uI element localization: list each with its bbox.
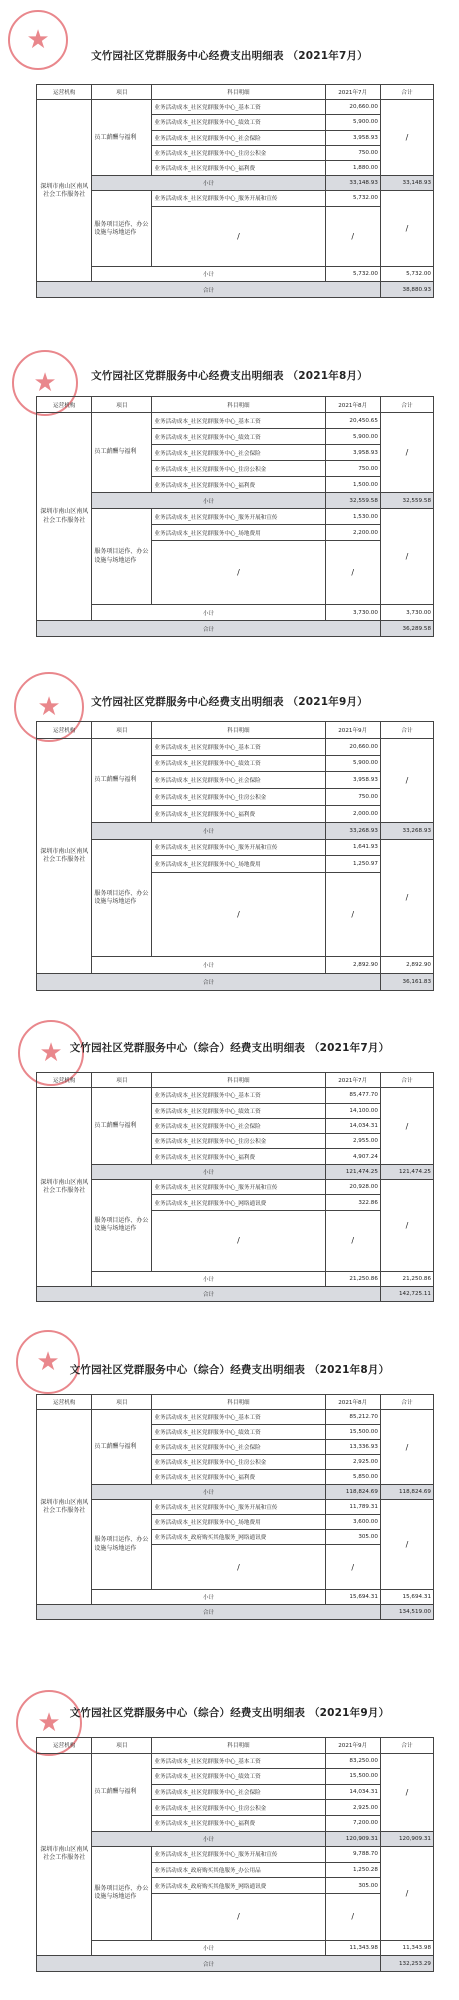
amount-cell: 85,212.70 xyxy=(325,1410,380,1425)
detail-cell: 业务活动成本_社区党群服务中心_福利费 xyxy=(152,1149,325,1164)
org-cell: 深圳市南山区南风社会工作服务社 xyxy=(37,1753,92,1956)
detail-cell: 业务活动成本_社区党群服务中心_社会保险 xyxy=(152,130,325,145)
detail-cell: 业务活动成本_社区党群服务中心_服务开展和宣传 xyxy=(152,509,325,525)
star-icon: ★ xyxy=(37,1708,61,1738)
subtotal-label: 小计 xyxy=(92,1831,325,1847)
header-item: 项目 xyxy=(92,85,152,100)
detail-cell: 业务活动成本_社区党群服务中心_服务开展和宣传 xyxy=(152,191,325,206)
detail-cell: 业务活动成本_社区党群服务中心_住房公积金 xyxy=(152,1800,325,1816)
category-cell: 服务项目运作、办公设施与场地运作 xyxy=(92,1500,152,1590)
star-icon: ★ xyxy=(39,1038,63,1068)
grand-total-row xyxy=(37,973,434,990)
empty-total-cell: / xyxy=(380,738,433,822)
empty-total-cell: / xyxy=(380,1180,433,1272)
detail-cell: 业务活动成本_社区党群服务中心_绩效工资 xyxy=(152,1103,325,1118)
subtotal-row xyxy=(37,493,434,509)
subtotal-label: 小计 xyxy=(92,176,325,191)
table-row xyxy=(37,413,434,429)
subtotal-amount: 2,892.90 xyxy=(325,957,380,974)
header-item: 项目 xyxy=(92,1073,152,1088)
amount-cell: 15,500.00 xyxy=(325,1425,380,1440)
table-title: 文竹园社区党群服务中心（综合）经费支出明细表 （2021年8月） xyxy=(69,1364,390,1376)
category-cell: 服务项目运作、办公设施与场地运作 xyxy=(92,191,152,267)
amount-cell: 9,788.70 xyxy=(325,1847,380,1863)
detail-cell: 业务活动成本_社区党群服务中心_服务开展和宣传 xyxy=(152,839,325,856)
empty-amount-cell: / xyxy=(325,873,380,957)
header-month: 2021年7月 xyxy=(325,1073,380,1088)
org-cell: 深圳市南山区南风社会工作服务社 xyxy=(37,1088,92,1287)
detail-cell: 业务活动成本_社区党群服务中心_社会保险 xyxy=(152,772,325,789)
amount-cell: 1,641.93 xyxy=(325,839,380,856)
expense-table xyxy=(36,721,434,991)
subtotal-amount: 120,909.31 xyxy=(325,1831,380,1847)
header-org: 运营机构 xyxy=(37,397,92,413)
table-title: 文竹园社区党群服务中心经费支出明细表 （2021年8月） xyxy=(91,370,368,382)
header-item: 项目 xyxy=(92,722,152,739)
detail-cell: 业务活动成本_社区党群服务中心_场地费用 xyxy=(152,525,325,541)
subtotal-row xyxy=(37,1485,434,1500)
subtotal-amount: 11,343.98 xyxy=(325,1940,380,1956)
amount-cell: 5,850.00 xyxy=(325,1470,380,1485)
amount-cell: 750.00 xyxy=(325,789,380,806)
amount-cell: 750.00 xyxy=(325,145,380,160)
star-icon: ★ xyxy=(36,1347,60,1377)
empty-total-cell: / xyxy=(380,1500,433,1590)
header-detail: 科目明细 xyxy=(152,1073,325,1088)
grand-total-amount: 36,161.83 xyxy=(380,973,433,990)
subtotal-total: 11,343.98 xyxy=(380,1940,433,1956)
header-total: 合计 xyxy=(380,1073,433,1088)
detail-cell: 业务活动成本_社区党群服务中心_基本工资 xyxy=(152,1753,325,1769)
table-row xyxy=(37,839,434,856)
empty-total-cell: / xyxy=(380,1410,433,1485)
empty-total-cell: / xyxy=(380,1088,433,1164)
amount-cell: 322.86 xyxy=(325,1195,380,1210)
detail-cell: 业务活动成本_政府购买其他服务_网络通讯费 xyxy=(152,1530,325,1545)
subtotal-amount: 121,474.25 xyxy=(325,1164,380,1179)
subtotal-amount: 15,694.31 xyxy=(325,1590,380,1605)
subtotal-row xyxy=(37,1831,434,1847)
detail-cell: 业务活动成本_社区党群服务中心_绩效工资 xyxy=(152,755,325,772)
expense-table xyxy=(36,1737,434,1972)
star-icon: ★ xyxy=(37,692,61,722)
table-title: 文竹园社区党群服务中心（综合）经费支出明细表 （2021年9月） xyxy=(69,1707,390,1719)
table-row xyxy=(37,1180,434,1195)
subtotal-amount: 118,824.69 xyxy=(325,1485,380,1500)
expense-table xyxy=(36,84,434,298)
detail-cell: 业务活动成本_社区党群服务中心_住房公积金 xyxy=(152,1134,325,1149)
header-total: 合计 xyxy=(380,1738,433,1754)
subtotal-amount: 21,250.86 xyxy=(325,1271,380,1286)
amount-cell: 305.00 xyxy=(325,1530,380,1545)
grand-total-amount: 36,289.58 xyxy=(380,621,433,637)
subtotal-label: 小计 xyxy=(92,957,325,974)
detail-cell: 业务活动成本_社区党群服务中心_住房公积金 xyxy=(152,461,325,477)
detail-cell: 业务活动成本_社区党群服务中心_绩效工资 xyxy=(152,429,325,445)
grand-total-amount: 134,519.00 xyxy=(380,1605,433,1620)
amount-cell: 20,450.65 xyxy=(325,413,380,429)
table-row xyxy=(37,509,434,525)
expense-table xyxy=(36,1394,434,1620)
amount-cell: 2,200.00 xyxy=(325,525,380,541)
detail-cell: 业务活动成本_社区党群服务中心_社会保险 xyxy=(152,1440,325,1455)
detail-cell: 业务活动成本_社区党群服务中心_场地费用 xyxy=(152,1515,325,1530)
table-row xyxy=(37,100,434,115)
empty-amount-cell: / xyxy=(325,206,380,267)
amount-cell: 14,034.31 xyxy=(325,1784,380,1800)
category-cell: 服务项目运作、办公设施与场地运作 xyxy=(92,509,152,605)
grand-total-label: 合计 xyxy=(37,1287,381,1302)
header-month: 2021年7月 xyxy=(325,85,380,100)
grand-total-row xyxy=(37,282,434,297)
header-detail: 科目明细 xyxy=(152,85,325,100)
grand-total-row xyxy=(37,621,434,637)
empty-total-cell: / xyxy=(380,1847,433,1941)
category-cell: 服务项目运作、办公设施与场地运作 xyxy=(92,1180,152,1272)
detail-cell: 业务活动成本_社区党群服务中心_基本工资 xyxy=(152,738,325,755)
detail-cell: 业务活动成本_社区党群服务中心_福利费 xyxy=(152,1815,325,1831)
empty-total-cell: / xyxy=(380,1753,433,1831)
empty-total-cell: / xyxy=(380,413,433,493)
table-row xyxy=(37,1847,434,1863)
header-total: 合计 xyxy=(380,1395,433,1410)
grand-total-label: 合计 xyxy=(37,973,381,990)
amount-cell: 2,925.00 xyxy=(325,1800,380,1816)
grand-total-row xyxy=(37,1956,434,1972)
subtotal-amount: 3,730.00 xyxy=(325,605,380,621)
header-row xyxy=(37,1073,434,1088)
amount-cell: 2,925.00 xyxy=(325,1455,380,1470)
grand-total-label: 合计 xyxy=(37,1956,381,1972)
category-cell: 员工薪酬与福利 xyxy=(92,413,152,493)
empty-total-cell: / xyxy=(380,509,433,605)
empty-total-cell: / xyxy=(380,839,433,957)
detail-cell: 业务活动成本_社区党群服务中心_基本工资 xyxy=(152,100,325,115)
empty-amount-cell: / xyxy=(325,541,380,605)
header-total: 合计 xyxy=(380,722,433,739)
subtotal-total: 33,148.93 xyxy=(380,176,433,191)
detail-cell: 业务活动成本_社区党群服务中心_绩效工资 xyxy=(152,1425,325,1440)
header-row xyxy=(37,1738,434,1754)
subtotal-amount: 33,268.93 xyxy=(325,822,380,839)
subtotal-row xyxy=(37,1164,434,1179)
category-cell: 服务项目运作、办公设施与场地运作 xyxy=(92,839,152,957)
table-row xyxy=(37,191,434,206)
header-row xyxy=(37,85,434,100)
subtotal-total: 3,730.00 xyxy=(380,605,433,621)
amount-cell: 14,100.00 xyxy=(325,1103,380,1118)
star-icon: ★ xyxy=(26,25,50,55)
header-org: 运营机构 xyxy=(37,1738,92,1754)
detail-cell: 业务活动成本_社区党群服务中心_绩效工资 xyxy=(152,115,325,130)
amount-cell: 20,928.00 xyxy=(325,1180,380,1195)
empty-detail-cell: / xyxy=(152,1210,325,1271)
empty-detail-cell: / xyxy=(152,1545,325,1590)
subtotal-amount: 32,559.58 xyxy=(325,493,380,509)
detail-cell: 业务活动成本_社区党群服务中心_福利费 xyxy=(152,1470,325,1485)
empty-amount-cell: / xyxy=(325,1893,380,1940)
amount-cell: 2,000.00 xyxy=(325,805,380,822)
detail-cell: 业务活动成本_社区党群服务中心_社会保险 xyxy=(152,445,325,461)
amount-cell: 13,336.93 xyxy=(325,1440,380,1455)
amount-cell: 15,500.00 xyxy=(325,1769,380,1785)
grand-total-label: 合计 xyxy=(37,621,381,637)
subtotal-label: 小计 xyxy=(92,605,325,621)
grand-total-row xyxy=(37,1605,434,1620)
detail-cell: 业务活动成本_社区党群服务中心_福利费 xyxy=(152,477,325,493)
detail-cell: 业务活动成本_政府购买其他服务_办公用品 xyxy=(152,1862,325,1878)
table-row xyxy=(37,1753,434,1769)
amount-cell: 1,250.97 xyxy=(325,856,380,873)
amount-cell: 14,034.31 xyxy=(325,1118,380,1133)
expense-table xyxy=(36,396,434,637)
header-month: 2021年8月 xyxy=(325,1395,380,1410)
table-title: 文竹园社区党群服务中心经费支出明细表 （2021年9月） xyxy=(91,696,368,708)
detail-cell: 业务活动成本_社区党群服务中心_住房公积金 xyxy=(152,1455,325,1470)
expense-table xyxy=(36,1072,434,1302)
table-title: 文竹园社区党群服务中心（综合）经费支出明细表 （2021年7月） xyxy=(69,1042,390,1054)
subtotal-total: 121,474.25 xyxy=(380,1164,433,1179)
detail-cell: 业务活动成本_政府购买其他服务_网络通讯费 xyxy=(152,1878,325,1894)
category-cell: 员工薪酬与福利 xyxy=(92,1753,152,1831)
header-row xyxy=(37,397,434,413)
table-row xyxy=(37,1088,434,1103)
subtotal-label: 小计 xyxy=(92,1164,325,1179)
detail-cell: 业务活动成本_社区党群服务中心_社会保险 xyxy=(152,1784,325,1800)
empty-total-cell: / xyxy=(380,191,433,267)
empty-detail-cell: / xyxy=(152,873,325,957)
header-org: 运营机构 xyxy=(37,722,92,739)
amount-cell: 4,907.24 xyxy=(325,1149,380,1164)
empty-detail-cell: / xyxy=(152,541,325,605)
subtotal-total: 120,909.31 xyxy=(380,1831,433,1847)
amount-cell: 3,958.93 xyxy=(325,445,380,461)
amount-cell: 83,250.00 xyxy=(325,1753,380,1769)
subtotal-row xyxy=(37,1271,434,1286)
star-icon: ★ xyxy=(33,368,57,398)
subtotal-label: 小计 xyxy=(92,267,325,282)
subtotal-row xyxy=(37,176,434,191)
grand-total-amount: 38,880.93 xyxy=(380,282,433,297)
subtotal-label: 小计 xyxy=(92,1940,325,1956)
org-cell: 深圳市南山区南风社会工作服务社 xyxy=(37,100,92,282)
subtotal-label: 小计 xyxy=(92,1485,325,1500)
header-row xyxy=(37,1395,434,1410)
amount-cell: 20,660.00 xyxy=(325,738,380,755)
grand-total-row xyxy=(37,1287,434,1302)
amount-cell: 5,900.00 xyxy=(325,755,380,772)
detail-cell: 业务活动成本_社区党群服务中心_福利费 xyxy=(152,160,325,175)
org-cell: 深圳市南山区南风社会工作服务社 xyxy=(37,738,92,973)
detail-cell: 业务活动成本_社区党群服务中心_社会保险 xyxy=(152,1118,325,1133)
amount-cell: 5,732.00 xyxy=(325,191,380,206)
subtotal-label: 小计 xyxy=(92,1271,325,1286)
detail-cell: 业务活动成本_社区党群服务中心_住房公积金 xyxy=(152,145,325,160)
header-item: 项目 xyxy=(92,1395,152,1410)
subtotal-label: 小计 xyxy=(92,822,325,839)
grand-total-label: 合计 xyxy=(37,282,381,297)
header-org: 运营机构 xyxy=(37,1395,92,1410)
grand-total-label: 合计 xyxy=(37,1605,381,1620)
detail-cell: 业务活动成本_社区党群服务中心_服务开展和宣传 xyxy=(152,1847,325,1863)
amount-cell: 20,660.00 xyxy=(325,100,380,115)
amount-cell: 3,958.93 xyxy=(325,130,380,145)
amount-cell: 1,500.00 xyxy=(325,477,380,493)
table-row xyxy=(37,1410,434,1425)
header-detail: 科目明细 xyxy=(152,722,325,739)
empty-detail-cell: / xyxy=(152,206,325,267)
amount-cell: 2,955.00 xyxy=(325,1134,380,1149)
empty-amount-cell: / xyxy=(325,1210,380,1271)
amount-cell: 5,900.00 xyxy=(325,429,380,445)
subtotal-total: 2,892.90 xyxy=(380,957,433,974)
detail-cell: 业务活动成本_社区党群服务中心_网络通讯费 xyxy=(152,1195,325,1210)
empty-detail-cell: / xyxy=(152,1893,325,1940)
detail-cell: 业务活动成本_社区党群服务中心_福利费 xyxy=(152,805,325,822)
amount-cell: 11,789.31 xyxy=(325,1500,380,1515)
category-cell: 员工薪酬与福利 xyxy=(92,1410,152,1485)
subtotal-total: 118,824.69 xyxy=(380,1485,433,1500)
amount-cell: 1,250.28 xyxy=(325,1862,380,1878)
category-cell: 员工薪酬与福利 xyxy=(92,100,152,176)
amount-cell: 85,477.70 xyxy=(325,1088,380,1103)
subtotal-row xyxy=(37,1590,434,1605)
org-cell: 深圳市南山区南风社会工作服务社 xyxy=(37,413,92,621)
category-cell: 服务项目运作、办公设施与场地运作 xyxy=(92,1847,152,1941)
detail-cell: 业务活动成本_社区党群服务中心_场地费用 xyxy=(152,856,325,873)
subtotal-total: 33,268.93 xyxy=(380,822,433,839)
subtotal-total: 15,694.31 xyxy=(380,1590,433,1605)
table-title: 文竹园社区党群服务中心经费支出明细表 （2021年7月） xyxy=(91,50,368,62)
amount-cell: 3,600.00 xyxy=(325,1515,380,1530)
category-cell: 员工薪酬与福利 xyxy=(92,1088,152,1164)
subtotal-label: 小计 xyxy=(92,1590,325,1605)
header-total: 合计 xyxy=(380,397,433,413)
empty-total-cell: / xyxy=(380,100,433,176)
detail-cell: 业务活动成本_社区党群服务中心_绩效工资 xyxy=(152,1769,325,1785)
subtotal-total: 5,732.00 xyxy=(380,267,433,282)
detail-cell: 业务活动成本_社区党群服务中心_基本工资 xyxy=(152,1410,325,1425)
header-month: 2021年8月 xyxy=(325,397,380,413)
subtotal-total: 32,559.58 xyxy=(380,493,433,509)
detail-cell: 业务活动成本_社区党群服务中心_基本工资 xyxy=(152,413,325,429)
subtotal-row xyxy=(37,1940,434,1956)
header-org: 运营机构 xyxy=(37,1073,92,1088)
amount-cell: 1,880.00 xyxy=(325,160,380,175)
header-item: 项目 xyxy=(92,397,152,413)
header-month: 2021年9月 xyxy=(325,722,380,739)
detail-cell: 业务活动成本_社区党群服务中心_住房公积金 xyxy=(152,789,325,806)
grand-total-amount: 132,253.29 xyxy=(380,1956,433,1972)
amount-cell: 7,200.00 xyxy=(325,1815,380,1831)
amount-cell: 5,900.00 xyxy=(325,115,380,130)
amount-cell: 305.00 xyxy=(325,1878,380,1894)
subtotal-row xyxy=(37,957,434,974)
subtotal-total: 21,250.86 xyxy=(380,1271,433,1286)
empty-amount-cell: / xyxy=(325,1545,380,1590)
detail-cell: 业务活动成本_社区党群服务中心_基本工资 xyxy=(152,1088,325,1103)
org-cell: 深圳市南山区南风社会工作服务社 xyxy=(37,1410,92,1605)
header-month: 2021年9月 xyxy=(325,1738,380,1754)
table-row xyxy=(37,738,434,755)
header-item: 项目 xyxy=(92,1738,152,1754)
header-detail: 科目明细 xyxy=(152,397,325,413)
subtotal-row xyxy=(37,605,434,621)
amount-cell: 1,530.00 xyxy=(325,509,380,525)
table-row xyxy=(37,1500,434,1515)
header-total: 合计 xyxy=(380,85,433,100)
detail-cell: 业务活动成本_社区党群服务中心_服务开展和宣传 xyxy=(152,1500,325,1515)
subtotal-amount: 33,148.93 xyxy=(325,176,380,191)
subtotal-label: 小计 xyxy=(92,493,325,509)
header-detail: 科目明细 xyxy=(152,1395,325,1410)
grand-total-amount: 142,725.11 xyxy=(380,1287,433,1302)
subtotal-row xyxy=(37,822,434,839)
detail-cell: 业务活动成本_社区党群服务中心_服务开展和宣传 xyxy=(152,1180,325,1195)
amount-cell: 3,958.93 xyxy=(325,772,380,789)
header-row xyxy=(37,722,434,739)
header-org: 运营机构 xyxy=(37,85,92,100)
subtotal-row xyxy=(37,267,434,282)
header-detail: 科目明细 xyxy=(152,1738,325,1754)
amount-cell: 750.00 xyxy=(325,461,380,477)
subtotal-amount: 5,732.00 xyxy=(325,267,380,282)
category-cell: 员工薪酬与福利 xyxy=(92,738,152,822)
